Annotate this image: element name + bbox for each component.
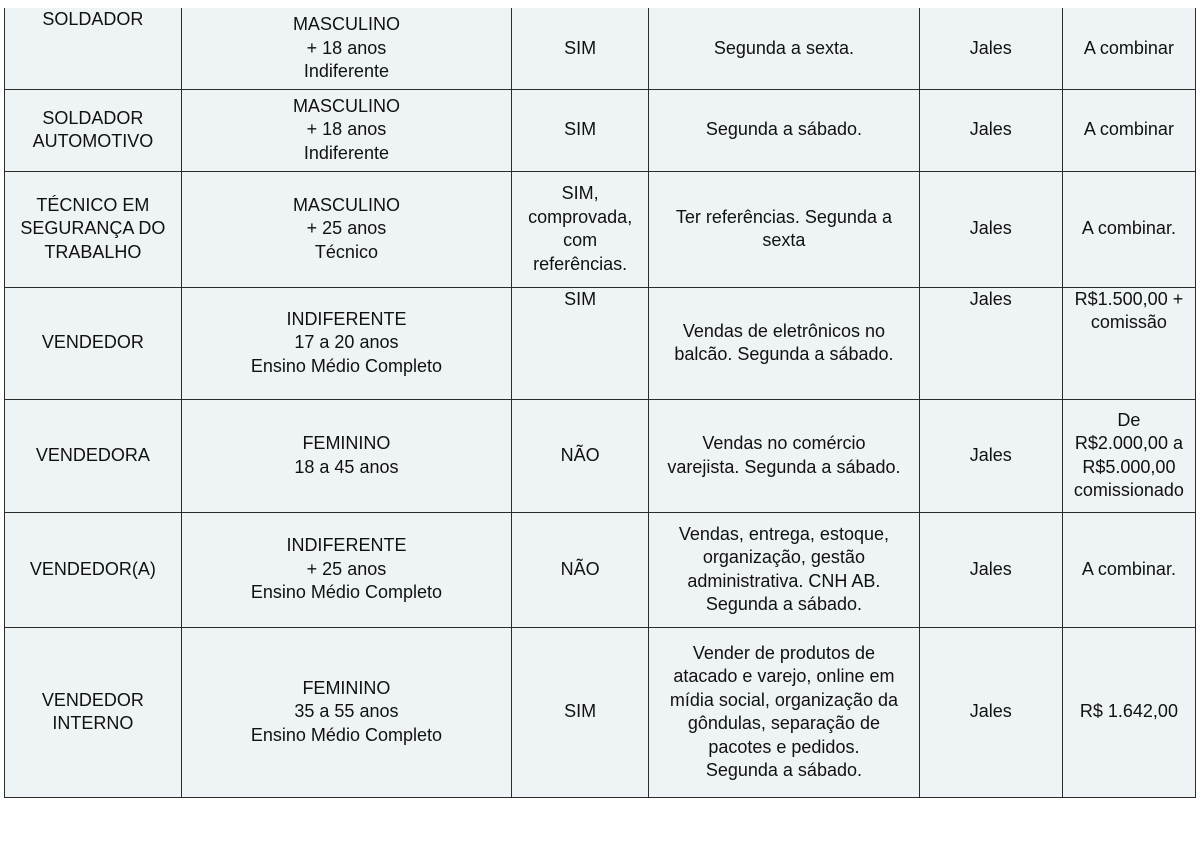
descricao-cell-line: Segunda a sexta.	[713, 37, 854, 58]
perfil-cell-line: FEMININO	[302, 677, 391, 698]
cidade-cell-line: Jales	[969, 218, 1012, 239]
cidade-cell	[919, 399, 1062, 512]
descricao-cell	[649, 512, 919, 627]
salario-cell	[1062, 171, 1195, 287]
cargo-cell-line: VENDEDOR	[41, 689, 144, 710]
cidade-cell-line: Jales	[969, 558, 1012, 579]
experiencia-cell	[512, 512, 649, 627]
salario-cell-line: De	[1117, 409, 1141, 430]
perfil-cell-line: Ensino Médio Completo	[250, 724, 442, 745]
salario-cell-line: A combinar.	[1081, 558, 1176, 579]
perfil-cell-line: FEMININO	[302, 433, 391, 453]
perfil-cell-line: Ensino Médio Completo	[250, 582, 442, 603]
perfil-cell	[181, 89, 511, 171]
cargo-cell-line: AUTOMOTIVO	[32, 131, 154, 151]
perfil-cell	[181, 171, 511, 287]
perfil-cell-line: Técnico	[314, 241, 378, 262]
cargo-cell	[5, 8, 182, 89]
salario-cell-line: A combinar.	[1081, 218, 1176, 239]
descricao-cell	[649, 627, 919, 797]
salario-cell-line: R$5.000,00	[1082, 456, 1176, 477]
perfil-cell-line: + 18 anos	[306, 37, 387, 58]
salario-cell-line: comissionado	[1073, 480, 1184, 500]
table-row	[5, 171, 1196, 287]
descricao-cell-line: Segunda a sábado.	[705, 119, 862, 140]
cargo-cell-line: INTERNO	[52, 713, 134, 733]
descricao-cell-line: Segunda a sábado.	[705, 760, 862, 780]
perfil-cell-line: 17 a 20 anos	[294, 332, 399, 353]
cidade-cell-line: Jales	[969, 288, 1012, 309]
cidade-cell-line: Jales	[969, 444, 1012, 465]
descricao-cell-line: varejista. Segunda a sábado.	[667, 456, 901, 477]
salario-cell-line: R$2.000,00 a	[1074, 433, 1183, 453]
cargo-cell-line: VENDEDOR	[41, 332, 144, 353]
descricao-cell-line: Ter referências. Segunda a	[675, 206, 892, 227]
experiencia-cell-line: SIM	[564, 119, 597, 140]
cidade-cell	[919, 627, 1062, 797]
job-listings-body	[5, 8, 1196, 797]
experiencia-cell	[512, 287, 649, 399]
descricao-cell-line: balcão. Segunda a sábado.	[674, 344, 894, 364]
descricao-cell-line: Vendas, entrega, estoque,	[678, 523, 889, 544]
cargo-cell	[5, 287, 182, 399]
experiencia-cell	[512, 399, 649, 512]
cargo-cell-line: TRABALHO	[44, 241, 142, 262]
perfil-cell-line: MASCULINO	[292, 14, 400, 34]
descricao-cell-line: administrativa. CNH AB.	[687, 570, 881, 591]
cidade-cell	[919, 171, 1062, 287]
perfil-cell-line: Ensino Médio Completo	[250, 355, 442, 376]
cargo-cell-line: TÉCNICO EM	[36, 194, 150, 215]
descricao-cell	[649, 399, 919, 512]
experiencia-cell-line: SIM	[564, 37, 597, 58]
perfil-cell	[181, 8, 511, 89]
experiencia-cell	[512, 171, 649, 287]
salario-cell	[1062, 512, 1195, 627]
descricao-cell-line: Vender de produtos de	[692, 642, 875, 663]
cidade-cell-line: Jales	[969, 701, 1012, 722]
salario-cell	[1062, 399, 1195, 512]
salario-cell	[1062, 627, 1195, 797]
experiencia-cell-line: com	[563, 230, 598, 250]
salario-cell-line: R$1.500,00 +	[1074, 288, 1184, 309]
cargo-cell	[5, 171, 182, 287]
cargo-cell-line: VENDEDOR(A)	[29, 558, 156, 579]
descricao-cell	[649, 8, 919, 89]
experiencia-cell-line: NÃO	[560, 558, 600, 579]
descricao-cell-line: sexta	[762, 230, 806, 250]
table-row	[5, 89, 1196, 171]
perfil-cell-line: INDIFERENTE	[286, 308, 407, 329]
perfil-cell	[181, 287, 511, 399]
table-row	[5, 8, 1196, 89]
table-row	[5, 287, 1196, 399]
cargo-cell-line: VENDEDORA	[35, 444, 150, 465]
descricao-cell-line: Vendas no comércio	[702, 433, 866, 453]
cargo-cell-line: SOLDADOR	[42, 9, 144, 29]
descricao-cell	[649, 171, 919, 287]
cargo-cell	[5, 399, 182, 512]
salario-cell	[1062, 89, 1195, 171]
cargo-cell	[5, 512, 182, 627]
salario-cell-line: comissão	[1090, 312, 1167, 332]
cargo-cell	[5, 627, 182, 797]
descricao-cell-line: Segunda a sábado.	[705, 594, 862, 614]
table-row	[5, 399, 1196, 512]
perfil-cell	[181, 627, 511, 797]
job-listings-table	[4, 8, 1196, 798]
salario-cell-line: A combinar	[1083, 37, 1174, 58]
table-row	[5, 512, 1196, 627]
cidade-cell	[919, 8, 1062, 89]
descricao-cell	[649, 89, 919, 171]
perfil-cell-line: MASCULINO	[292, 194, 400, 215]
descricao-cell-line: pacotes e pedidos.	[708, 736, 860, 757]
perfil-cell-line: Indiferente	[303, 61, 389, 81]
cargo-cell	[5, 89, 182, 171]
cargo-cell-line: SEGURANÇA DO	[20, 218, 166, 239]
experiencia-cell-line: NÃO	[560, 444, 600, 465]
salario-cell	[1062, 8, 1195, 89]
perfil-cell	[181, 399, 511, 512]
descricao-cell	[649, 287, 919, 399]
cargo-cell-line: SOLDADOR	[42, 107, 144, 128]
perfil-cell-line: + 18 anos	[306, 119, 387, 140]
experiencia-cell-line: referências.	[533, 253, 628, 274]
experiencia-cell-line: comprovada,	[528, 206, 633, 227]
cidade-cell	[919, 89, 1062, 171]
salario-cell-line: A combinar	[1083, 119, 1174, 140]
perfil-cell-line: 35 a 55 anos	[294, 701, 399, 722]
experiencia-cell	[512, 89, 649, 171]
experiencia-cell	[512, 8, 649, 89]
experiencia-cell-line: SIM	[564, 288, 597, 309]
experiencia-cell-line: SIM,	[561, 183, 599, 203]
perfil-cell	[181, 512, 511, 627]
descricao-cell-line: atacado e varejo, online em	[673, 666, 895, 686]
descricao-cell-line: gôndulas, separação de	[687, 713, 880, 733]
experiencia-cell	[512, 627, 649, 797]
experiencia-cell-line: SIM	[564, 701, 597, 722]
descricao-cell-line: organização, gestão	[702, 547, 865, 567]
perfil-cell-line: Indiferente	[303, 142, 389, 163]
salario-cell	[1062, 287, 1195, 399]
perfil-cell-line: + 25 anos	[306, 558, 387, 579]
cidade-cell-line: Jales	[969, 119, 1012, 140]
descricao-cell-line: mídia social, organização da	[669, 689, 898, 710]
perfil-cell-line: INDIFERENTE	[286, 535, 407, 556]
table-row	[5, 627, 1196, 797]
salario-cell-line: R$ 1.642,00	[1079, 701, 1178, 722]
perfil-cell-line: + 25 anos	[306, 218, 387, 239]
perfil-cell-line: MASCULINO	[292, 95, 400, 116]
cidade-cell	[919, 512, 1062, 627]
cidade-cell-line: Jales	[969, 37, 1012, 58]
perfil-cell-line: 18 a 45 anos	[294, 456, 399, 477]
descricao-cell-line: Vendas de eletrônicos no	[682, 320, 885, 341]
cidade-cell	[919, 287, 1062, 399]
